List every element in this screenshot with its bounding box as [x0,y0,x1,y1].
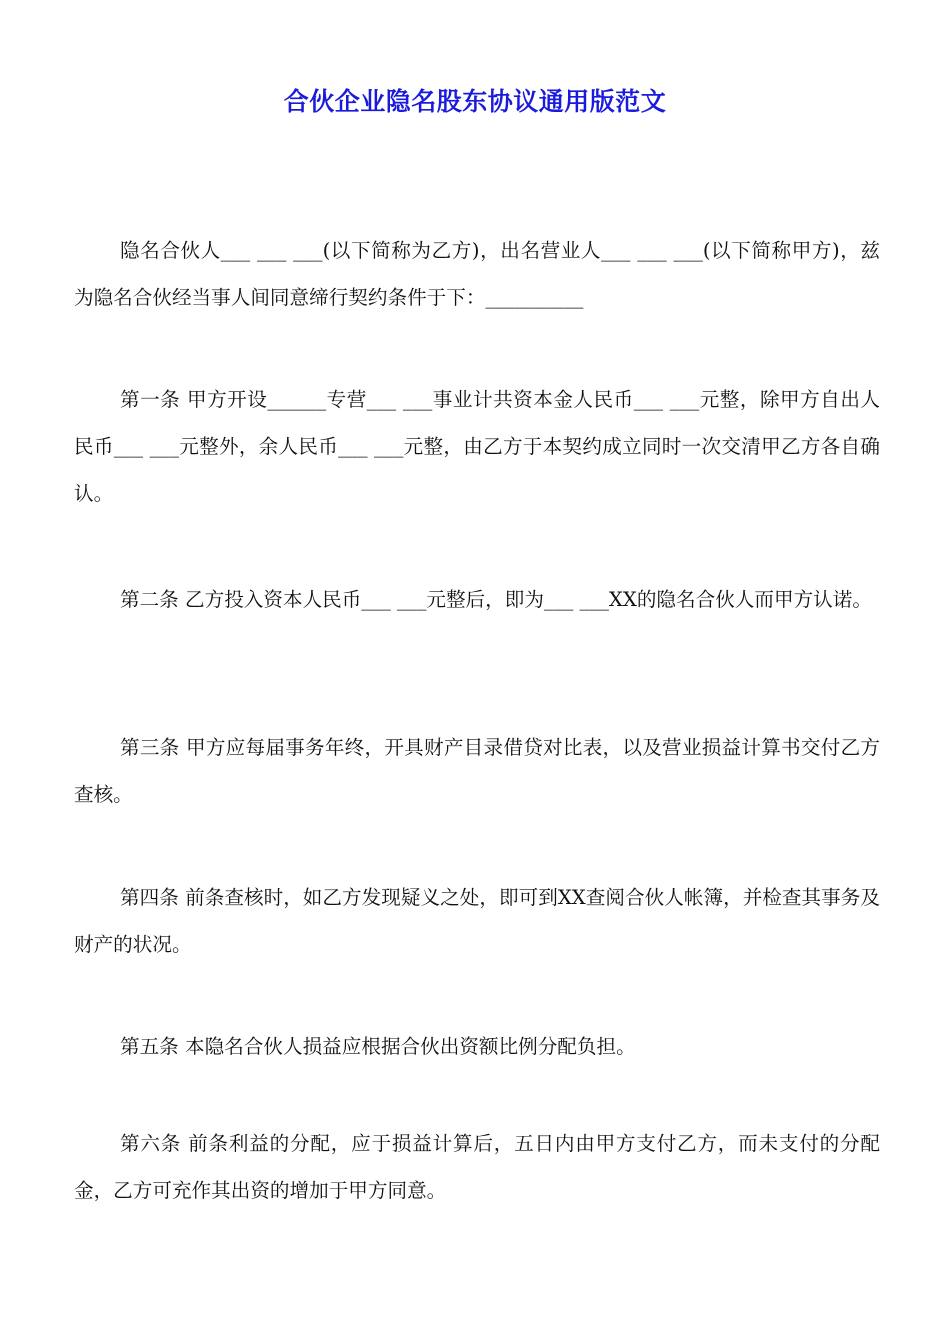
article-2-paragraph: 第二条 乙方投入资本人民币___ ___元整后，即为___ ___XX的隐名合伙人而甲方认诺。 [120,588,872,611]
document-title: 合伙企业隐名股东协议通用版范文 [283,87,667,116]
article-5-paragraph: 第五条 本隐名合伙人损益应根据合伙出资额比例分配负担。 [120,1035,636,1058]
preamble-paragraph: 隐名合伙人___ ___ ___(以下简称为乙方)，出名营业人___ ___ ___(以下简称甲方)，兹为隐名合伙经当事人间同意缔行契约条件于下：__________ [74,239,880,309]
article-4-paragraph: 第四条 前条查核时，如乙方发现疑义之处，即可到XX查阅合伙人帐簿，并检查其事务及财产的状况。 [74,886,880,956]
article-6-paragraph: 第六条 前条利益的分配，应于损益计算后，五日内由甲方支付乙方，而未支付的分配金，乙方可充作其出资的增加于甲方同意。 [74,1132,880,1202]
article-3-paragraph: 第三条 甲方应每届事务年终，开具财产目录借贷对比表，以及营业损益计算书交付乙方查核。 [74,736,880,806]
article-1-paragraph: 第一条 甲方开设______专营___ ___事业计共资本金人民币___ ___元整，除甲方自出人民币___ ___元整外，余人民币___ ___元整，由乙方于本契约成立同时一次交清甲乙方各自确认。 [74,388,880,505]
